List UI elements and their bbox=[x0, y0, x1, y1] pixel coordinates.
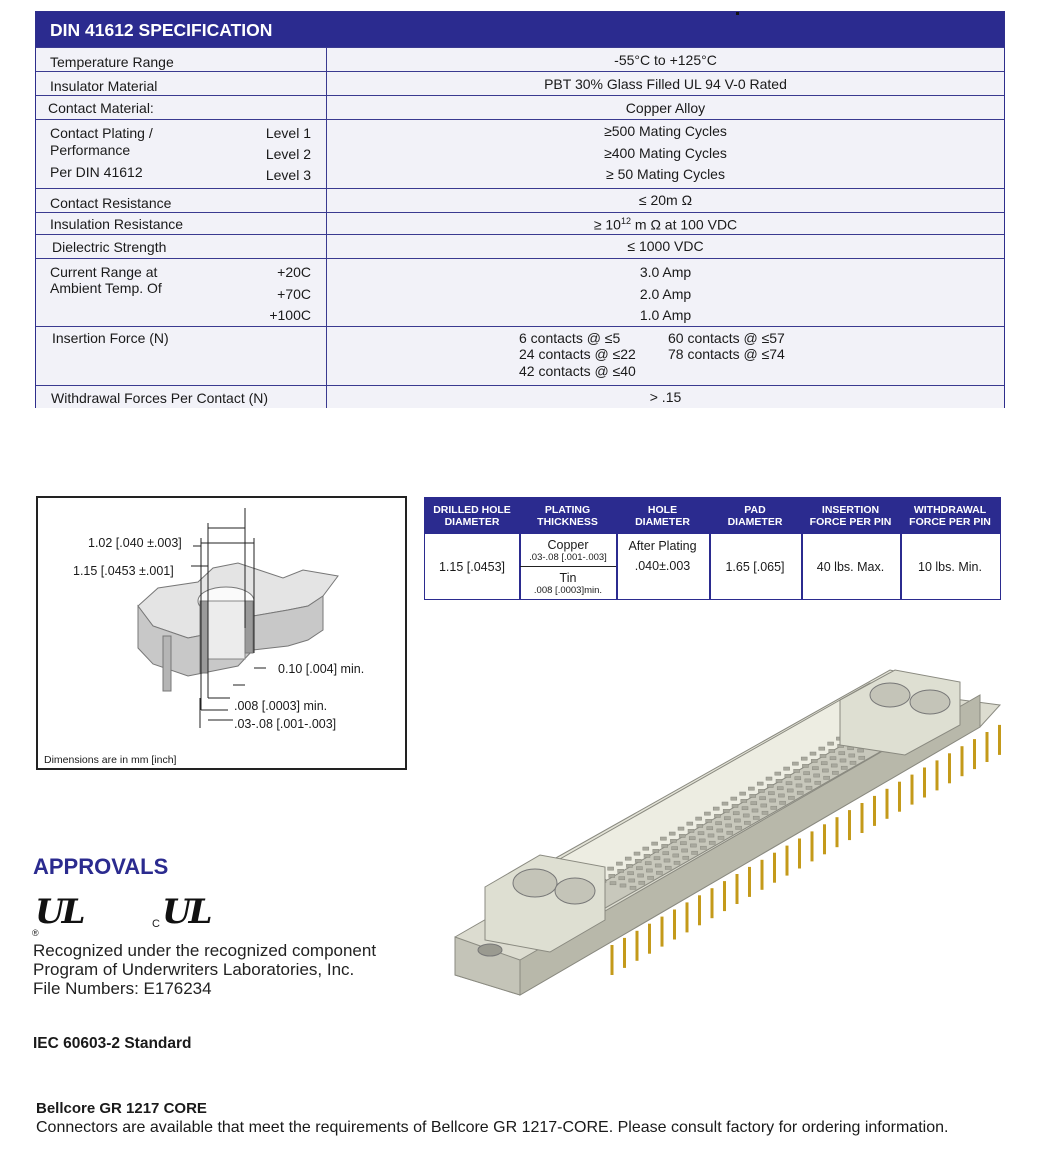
spec-value: ≥ $10^{12}$ m Ω at 100 VDC bbox=[593, 216, 738, 233]
spec-label: Current Range at bbox=[50, 264, 158, 280]
contact-hole bbox=[634, 852, 640, 855]
contact-hole bbox=[656, 871, 662, 874]
contact-hole bbox=[768, 792, 774, 795]
contact-hole bbox=[638, 874, 644, 877]
contact-hole bbox=[805, 779, 811, 782]
contact-hole bbox=[753, 816, 759, 819]
contact-hole bbox=[680, 842, 686, 845]
contact-hole bbox=[770, 799, 776, 802]
ohm-icon: Ω bbox=[650, 216, 661, 233]
spec-value: 1.0 Amp bbox=[639, 307, 692, 323]
contact-hole bbox=[663, 852, 669, 855]
contact-hole bbox=[740, 792, 746, 795]
contact-hole bbox=[662, 844, 668, 847]
ul-line: Program of Underwriters Laboratories, Inc. bbox=[33, 960, 355, 979]
contact-hole bbox=[692, 851, 698, 854]
contact-hole bbox=[815, 781, 821, 784]
header-pad-diameter: PAD DIAMETER bbox=[709, 498, 801, 534]
contact-hole bbox=[679, 834, 685, 837]
contact-hole bbox=[682, 849, 688, 852]
contact-hole bbox=[619, 877, 625, 880]
contact-hole bbox=[810, 752, 816, 755]
contact-hole bbox=[778, 794, 784, 797]
contact-hole bbox=[713, 807, 719, 810]
contact-hole bbox=[696, 817, 702, 820]
contact-hole bbox=[672, 847, 678, 850]
contact-hole bbox=[636, 867, 642, 870]
contact-hole bbox=[698, 832, 704, 835]
spec-row-current bbox=[36, 258, 1004, 326]
contact-hole bbox=[639, 881, 645, 884]
contact-hole bbox=[723, 809, 729, 812]
contact-hole bbox=[620, 884, 626, 887]
cell-pad: 1.65 [.065] bbox=[725, 560, 785, 574]
contact-hole bbox=[724, 817, 730, 820]
contact-hole bbox=[858, 749, 864, 752]
spec-label: Contact Resistance bbox=[50, 195, 172, 211]
contact-hole bbox=[832, 771, 838, 774]
decorative-dot bbox=[736, 12, 739, 15]
dim-copper-thickness: .03-.08 [.001-.003] bbox=[234, 717, 337, 731]
spec-value: 3.0 Amp bbox=[639, 264, 692, 280]
contact-hole bbox=[628, 872, 634, 875]
contact-hole bbox=[654, 857, 660, 860]
spec-row-contact-resistance bbox=[36, 188, 1004, 212]
spec-label: Withdrawal Forces Per Contact (N) bbox=[51, 390, 269, 406]
contact-hole bbox=[707, 827, 713, 830]
contact-hole bbox=[610, 882, 616, 885]
contact-hole bbox=[797, 791, 803, 794]
contact-hole bbox=[831, 764, 837, 767]
temp-label: +70C bbox=[277, 286, 311, 302]
contact-hole bbox=[828, 742, 834, 745]
contact-hole bbox=[665, 866, 671, 869]
contact-hole bbox=[618, 869, 624, 872]
spec-label: Temperature Range bbox=[50, 54, 174, 70]
contact-hole bbox=[830, 757, 836, 760]
contact-hole bbox=[716, 822, 722, 825]
contact-hole bbox=[792, 762, 798, 765]
temp-label: +100C bbox=[269, 307, 311, 323]
contact-hole bbox=[674, 861, 680, 864]
spec-row-contact-material bbox=[36, 95, 1004, 119]
contact-hole bbox=[717, 829, 723, 832]
contact-hole bbox=[708, 834, 714, 837]
spec-label: Per DIN 41612 bbox=[50, 164, 143, 180]
contact-hole bbox=[629, 879, 635, 882]
dim-drilled-hole: 1.15 [.0453 ±.001] bbox=[73, 564, 174, 578]
contact-hole bbox=[608, 867, 614, 870]
contact-hole bbox=[795, 777, 801, 780]
contact-hole bbox=[683, 856, 689, 859]
contact-hole bbox=[669, 832, 675, 835]
cell-plating: Copper .03-.08 [.001-.003] Tin .008 [.0003]min. bbox=[520, 534, 616, 600]
contact-hole bbox=[804, 772, 810, 775]
contact-hole bbox=[678, 827, 684, 830]
cell-insertion: 40 lbs. Max. bbox=[816, 560, 885, 574]
insertion-right: 60 contacts @ ≤57 bbox=[668, 330, 785, 346]
ohm-icon: Ω bbox=[681, 192, 693, 208]
contact-hole bbox=[625, 857, 631, 860]
spec-table bbox=[35, 11, 1005, 408]
contact-hole bbox=[630, 886, 636, 889]
bellcore-title: Bellcore GR 1217 CORE bbox=[36, 1100, 207, 1117]
dimension-note: Dimensions are in mm [inch] bbox=[44, 754, 177, 766]
contact-hole bbox=[655, 864, 661, 867]
contact-hole bbox=[652, 842, 658, 845]
insertion-right: 78 contacts @ ≤74 bbox=[668, 346, 785, 362]
contact-hole bbox=[760, 797, 766, 800]
contact-hole bbox=[821, 762, 827, 765]
contact-hole bbox=[722, 802, 728, 805]
contact-hole bbox=[788, 796, 794, 799]
contact-hole bbox=[643, 847, 649, 850]
spec-value: ≥400 Mating Cycles bbox=[604, 145, 727, 161]
spec-value: -55°C to +125°C bbox=[614, 52, 717, 68]
contact-hole bbox=[689, 837, 695, 840]
header-hole-diameter: HOLE DIAMETER bbox=[616, 498, 709, 534]
spec-value: 2.0 Amp bbox=[639, 286, 692, 302]
spec-row-insulation-resistance bbox=[36, 212, 1004, 234]
contact-hole bbox=[742, 807, 748, 810]
contact-hole bbox=[801, 757, 807, 760]
level-label: Level 1 bbox=[265, 125, 311, 141]
spec-label: Insulation Resistance bbox=[50, 216, 184, 232]
spec-value: ≤ 20m Ω bbox=[638, 192, 693, 208]
spec-label: Insulator Material bbox=[50, 78, 158, 94]
iec-standard: IEC 60603-2 Standard bbox=[33, 1035, 192, 1052]
ul-line: Recognized under the recognized component bbox=[33, 941, 377, 960]
contact-hole bbox=[850, 761, 856, 764]
contact-hole bbox=[820, 754, 826, 757]
contact-hole bbox=[771, 806, 777, 809]
cul-logo bbox=[152, 892, 210, 932]
ul-mark: UL bbox=[35, 892, 83, 932]
contact-hole bbox=[609, 874, 615, 877]
spec-label: Dielectric Strength bbox=[52, 239, 167, 255]
plated-hole-drawing bbox=[36, 496, 407, 770]
contact-hole bbox=[646, 869, 652, 872]
contact-hole bbox=[767, 784, 773, 787]
contact-hole bbox=[748, 787, 754, 790]
header-plating-thickness: PLATING THICKNESS bbox=[519, 498, 616, 534]
spec-row-plating bbox=[36, 119, 1004, 188]
dim-min-thickness: 0.10 [.004] min. bbox=[278, 662, 365, 676]
contact-hole bbox=[648, 876, 654, 879]
contact-hole bbox=[706, 819, 712, 822]
spec-value: PBT 30% Glass Filled UL 94 V-0 Rated bbox=[544, 76, 787, 92]
spec-value: Copper Alloy bbox=[625, 100, 706, 116]
header-insertion-force: INSERTION FORCE PER PIN bbox=[801, 498, 900, 534]
level-label: Level 2 bbox=[265, 146, 311, 162]
spec-label: Contact Material: bbox=[48, 100, 154, 116]
cell-hole: After Plating .040±.003 bbox=[628, 539, 697, 573]
spec-row-withdrawal bbox=[36, 385, 1004, 408]
contact-hole bbox=[741, 799, 747, 802]
contact-hole bbox=[626, 864, 632, 867]
spec-label: Contact Plating / bbox=[50, 125, 153, 141]
contact-hole bbox=[744, 821, 750, 824]
contact-hole bbox=[687, 822, 693, 825]
dim-tin-thickness: .008 [.0003] min. bbox=[234, 699, 328, 713]
contact-hole bbox=[758, 789, 764, 792]
contact-hole bbox=[761, 804, 767, 807]
contact-hole bbox=[733, 812, 739, 815]
spec-title: DIN 41612 SPECIFICATION bbox=[36, 12, 1004, 47]
contact-hole bbox=[699, 839, 705, 842]
contact-hole bbox=[644, 854, 650, 857]
contact-hole bbox=[616, 862, 622, 865]
spec-row-insulator bbox=[36, 71, 1004, 95]
contact-hole bbox=[824, 776, 830, 779]
contact-hole bbox=[700, 846, 706, 849]
spec-value: ≥ 50 Mating Cycles bbox=[606, 166, 725, 182]
cell-withdrawal: 10 lbs. Min. bbox=[918, 560, 982, 574]
contact-hole bbox=[840, 759, 846, 762]
insertion-left: 42 contacts @ ≤40 bbox=[519, 363, 636, 379]
header-withdrawal-force: WITHDRAWAL FORCE PER PIN bbox=[900, 498, 1000, 534]
contact-hole bbox=[776, 779, 782, 782]
contact-hole bbox=[688, 829, 694, 832]
spec-label: Performance bbox=[50, 142, 131, 158]
contact-hole bbox=[757, 782, 763, 785]
contact-hole bbox=[750, 794, 756, 797]
contact-hole bbox=[806, 786, 812, 789]
contact-hole bbox=[704, 812, 710, 815]
contact-hole bbox=[660, 837, 666, 840]
contact-hole bbox=[726, 824, 732, 827]
contact-hole bbox=[811, 759, 817, 762]
dim-hole-diameter: 1.02 [.040 ±.003] bbox=[88, 536, 182, 550]
contact-hole bbox=[709, 841, 715, 844]
contact-hole bbox=[653, 849, 659, 852]
contact-hole bbox=[714, 814, 720, 817]
contact-hole bbox=[727, 831, 733, 834]
spec-value: > .15 bbox=[649, 389, 682, 405]
contact-hole bbox=[784, 767, 790, 770]
contact-hole bbox=[812, 767, 818, 770]
bellcore-text: Connectors are available that meet the requirements of Bellcore GR 1217-CORE. Please consult factory for ordering information. bbox=[36, 1119, 949, 1136]
contact-hole bbox=[734, 819, 740, 822]
registered-mark: ® bbox=[32, 928, 39, 938]
spec-label: Ambient Temp. Of bbox=[50, 280, 162, 296]
spec-row-insertion bbox=[36, 326, 1004, 385]
contact-hole bbox=[829, 749, 835, 752]
spec-row-temperature bbox=[36, 47, 1004, 71]
contact-hole bbox=[794, 769, 800, 772]
contact-hole bbox=[645, 862, 651, 865]
contact-hole bbox=[785, 774, 791, 777]
ul-line: File Numbers: E176234 bbox=[33, 979, 212, 998]
contact-hole bbox=[819, 747, 825, 750]
contact-hole bbox=[670, 839, 676, 842]
approvals-heading: APPROVALS bbox=[33, 854, 169, 879]
contact-hole bbox=[762, 811, 768, 814]
contact-hole bbox=[731, 797, 737, 800]
contact-hole bbox=[802, 764, 808, 767]
contact-hole bbox=[736, 826, 742, 829]
contact-hole bbox=[697, 824, 703, 827]
contact-hole bbox=[732, 804, 738, 807]
plating-table bbox=[424, 497, 1001, 600]
contact-hole bbox=[786, 782, 792, 785]
contact-hole bbox=[751, 802, 757, 805]
contact-hole bbox=[841, 766, 847, 769]
contact-hole bbox=[752, 809, 758, 812]
insertion-left: 24 contacts @ ≤22 bbox=[519, 346, 636, 362]
contact-hole bbox=[814, 774, 820, 777]
contact-hole bbox=[839, 752, 845, 755]
contact-hole bbox=[673, 854, 679, 857]
contact-hole bbox=[775, 772, 781, 775]
spec-label: Insertion Force (N) bbox=[52, 330, 169, 346]
ul-logo bbox=[32, 892, 83, 938]
temp-label: +20C bbox=[277, 264, 311, 280]
contact-hole bbox=[859, 756, 865, 759]
spec-value: ≥500 Mating Cycles bbox=[604, 123, 727, 139]
cul-c: C bbox=[152, 918, 160, 930]
level-label: Level 3 bbox=[265, 167, 311, 183]
contact-hole bbox=[635, 859, 641, 862]
contact-hole bbox=[822, 769, 828, 772]
spec-value: ≤ 1000 VDC bbox=[627, 238, 704, 254]
contact-hole bbox=[796, 784, 802, 787]
header-drilled-hole: DRILLED HOLE DIAMETER bbox=[425, 498, 519, 534]
cul-mark: UL bbox=[162, 892, 210, 932]
contact-hole bbox=[718, 836, 724, 839]
contact-hole bbox=[787, 789, 793, 792]
insertion-left: 6 contacts @ ≤5 bbox=[519, 330, 621, 346]
din-connector-image bbox=[440, 655, 1010, 1035]
contact-hole bbox=[690, 844, 696, 847]
spec-row-dielectric bbox=[36, 234, 1004, 258]
cell-drilled: 1.15 [.0453] bbox=[438, 560, 506, 574]
contact-hole bbox=[664, 859, 670, 862]
contact-hole bbox=[849, 754, 855, 757]
contact-hole bbox=[780, 801, 786, 804]
contact-hole bbox=[766, 777, 772, 780]
contact-hole bbox=[743, 814, 749, 817]
contact-hole bbox=[777, 787, 783, 790]
